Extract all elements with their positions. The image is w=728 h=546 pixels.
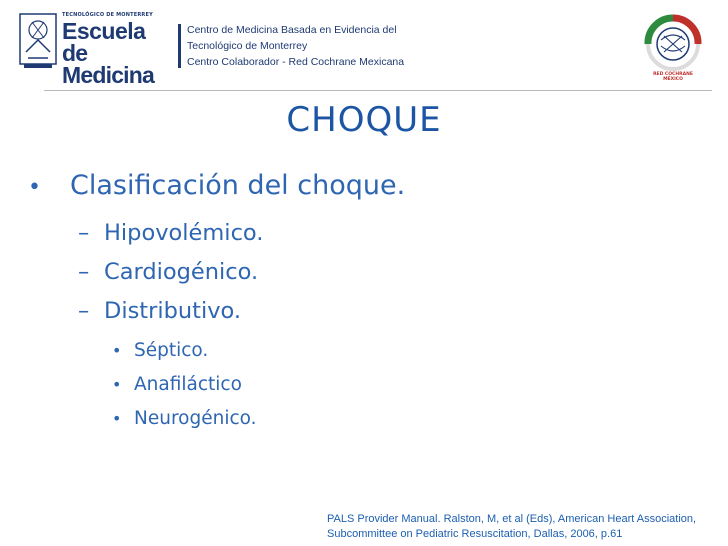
dash-mark: – — [78, 220, 90, 246]
citation-line-2: Subcommittee on Pediatric Resuscitation, Dallas, 2006, p.61 — [327, 528, 623, 540]
bullet-level-1 — [24, 170, 405, 201]
bullet-text: Clasificación del choque. — [70, 170, 406, 201]
header-line-2: Tecnológico de Monterrey — [187, 40, 308, 52]
citation — [327, 512, 696, 542]
red-cochrane-logo — [640, 10, 712, 84]
dash-mark: – — [78, 259, 90, 285]
cochrane-caption-line-1: RED COCHRANE — [653, 72, 693, 77]
logo-line-1: Escuela — [62, 18, 146, 44]
bullet-text: Hipovolémico. — [104, 220, 264, 246]
citation-line-1: PALS Provider Manual. Ralston, M, et al (Eds), American Heart Association, — [327, 513, 697, 525]
bullet-text: Anafiláctico — [134, 374, 242, 395]
bullet-hipovolemico — [78, 220, 263, 246]
header-divider — [178, 24, 181, 68]
dash-mark: – — [78, 298, 90, 324]
header-line-3: Centro Colaborador - Red Cochrane Mexicana — [187, 56, 405, 68]
bullet-text: Neurogénico. — [134, 408, 257, 429]
header-center-text — [187, 22, 404, 70]
bullet-cardiogenico — [78, 259, 258, 285]
logo-name — [62, 20, 178, 86]
slide-title: CHOQUE — [286, 100, 442, 140]
logo-small-text: TECNOLÓGICO DE MONTERREY — [62, 12, 153, 18]
bullet-mark: • — [112, 409, 122, 428]
header-line-1: Centro de Medicina Basada en Evidencia del — [187, 24, 397, 36]
bullet-text: Distributivo. — [104, 298, 242, 324]
bullet-text: Cardiogénico. — [104, 259, 259, 285]
cochrane-circle-icon — [640, 10, 706, 72]
cochrane-caption — [640, 72, 706, 82]
bullet-septico — [112, 340, 208, 361]
cochrane-caption-line-2: MÉXICO — [663, 77, 683, 82]
crest-icon — [18, 12, 58, 72]
escuela-de-medicina-logo — [18, 10, 178, 88]
bullet-text: Séptico. — [134, 340, 209, 361]
bullet-mark: • — [112, 341, 122, 360]
bullet-anafilactico — [112, 374, 242, 395]
logo-line-2: de Medicina — [62, 40, 155, 88]
bullet-mark: • — [28, 175, 41, 200]
bullet-distributivo — [78, 298, 241, 324]
header-rule — [44, 90, 712, 91]
bullet-mark: • — [112, 375, 122, 394]
bullet-neurogenico — [112, 408, 257, 429]
